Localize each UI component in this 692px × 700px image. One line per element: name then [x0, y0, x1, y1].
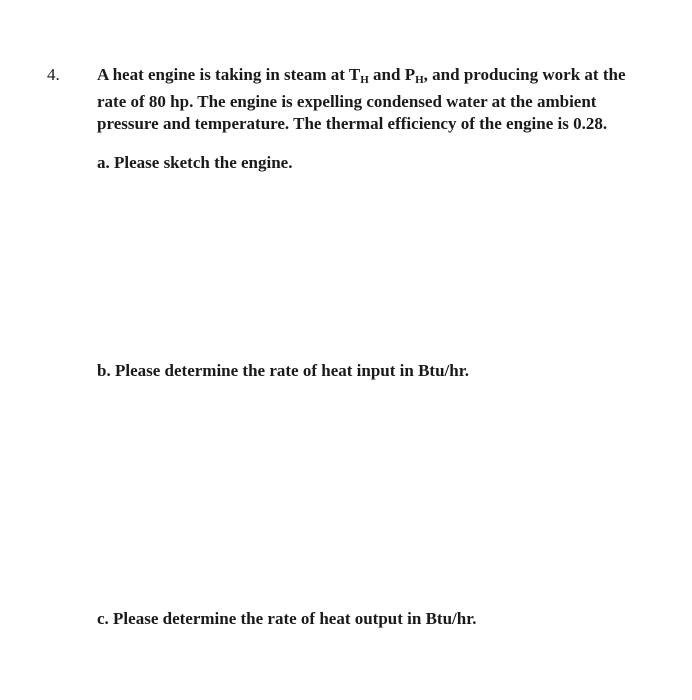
- stem-text-3: , and producing work at the rate of 80 hp. The engine is expelling condensed water at the ambient pressure and temperature. The thermal efficiency of the engine is 0.28.: [97, 65, 626, 133]
- part-b-text: Please determine the rate of heat input in Btu/hr.: [114, 361, 469, 380]
- part-b: [97, 360, 469, 382]
- part-b-letter: b.: [97, 361, 111, 380]
- p-subscript: H: [415, 74, 424, 86]
- part-a: [97, 152, 292, 174]
- part-c: [97, 608, 476, 630]
- part-c-text: Please determine the rate of heat output in Btu/hr.: [113, 609, 477, 628]
- problem-stem: [97, 64, 657, 135]
- t-subscript: H: [360, 74, 369, 86]
- part-a-text: Please sketch the engine.: [114, 153, 293, 172]
- p-symbol: P: [404, 65, 416, 84]
- part-a-letter: a.: [97, 153, 110, 172]
- t-symbol: T: [348, 65, 361, 84]
- problem-number: 4.: [47, 65, 60, 84]
- stem-text-2: and: [368, 65, 405, 84]
- stem-text-1: A heat engine is taking in steam at: [97, 65, 349, 84]
- part-c-letter: c.: [97, 609, 109, 628]
